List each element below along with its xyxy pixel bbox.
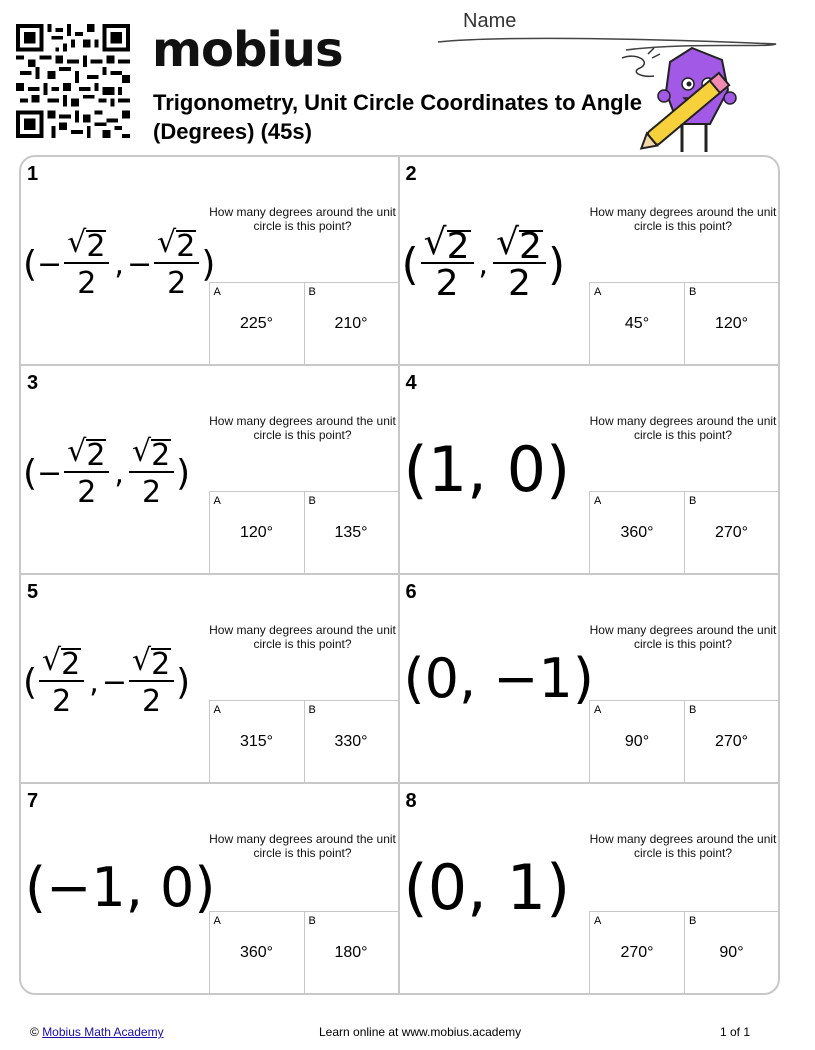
question-card (21, 366, 400, 575)
question-number: 5 (27, 581, 39, 603)
left-paren: ( (23, 661, 38, 703)
choice-letter: A (213, 495, 221, 507)
footer-copyright (30, 1025, 164, 1039)
minus-sign: − (493, 646, 539, 710)
y-value: 1 (538, 646, 573, 710)
fraction (154, 224, 199, 304)
choice-a[interactable] (210, 701, 304, 782)
denominator: 2 (142, 684, 162, 719)
choice-value: 45° (624, 315, 650, 332)
left-paren: ( (403, 646, 425, 710)
minus-sign: − (46, 855, 92, 919)
sqrt-sign: √ (131, 643, 152, 678)
question-card (21, 575, 400, 784)
choice-value: 90° (624, 733, 650, 750)
question-text: How many degrees around the unit circle is this point? (589, 832, 777, 860)
y-value: 0 (160, 855, 195, 919)
choice-value: 315° (239, 733, 274, 750)
radicand: 2 (176, 229, 196, 264)
denominator: 2 (142, 475, 162, 510)
comma: , (114, 246, 124, 282)
choice-letter: A (213, 286, 221, 298)
comma: , (114, 455, 124, 491)
answer-choices (209, 911, 398, 993)
question-number: 2 (405, 163, 417, 185)
answer-choices (589, 911, 778, 993)
question-card (400, 784, 779, 993)
fraction (129, 642, 174, 722)
choice-b[interactable] (684, 492, 778, 573)
choice-value: 270° (714, 524, 749, 541)
footer-center-text: Learn online at www.mobius.academy (319, 1025, 522, 1039)
question-text: How many degrees around the unit circle is this point? (589, 623, 777, 651)
question-text: How many degrees around the unit circle is this point? (589, 414, 777, 442)
choice-letter: B (308, 495, 316, 507)
sqrt-sign: √ (42, 643, 62, 678)
coordinate-expression (25, 842, 215, 932)
name-label: Name (463, 10, 517, 32)
choice-b[interactable] (304, 283, 398, 364)
left-paren: ( (403, 850, 428, 924)
choice-a[interactable] (590, 283, 684, 364)
right-paren: ) (176, 661, 191, 703)
denominator: 2 (77, 266, 97, 301)
right-paren: ) (547, 238, 566, 290)
choice-letter: A (594, 915, 602, 927)
left-paren: ( (401, 238, 419, 290)
x-value: 0 (424, 646, 459, 710)
left-paren: ( (23, 243, 38, 285)
choice-letter: A (594, 704, 602, 716)
answer-choices (209, 282, 398, 364)
question-number: 8 (405, 790, 417, 812)
page-number: 1 of 1 (720, 1025, 751, 1039)
mobius-academy-link[interactable]: Mobius Math Academy (42, 1025, 164, 1039)
denominator: 2 (52, 684, 72, 719)
question-number: 1 (27, 163, 39, 185)
fraction (39, 642, 84, 722)
coordinate-expression (23, 637, 190, 727)
choice-letter: B (689, 286, 697, 298)
mobius-logo: mobius (152, 22, 343, 78)
choice-b[interactable] (684, 912, 778, 993)
question-text: How many degrees around the unit circle is this point? (209, 414, 396, 442)
fraction (64, 224, 109, 304)
choice-letter: B (308, 704, 316, 716)
left-paren: ( (403, 432, 428, 506)
comma: , (458, 646, 477, 710)
fraction (64, 433, 109, 513)
right-paren: ) (572, 646, 594, 710)
minus-sign: − (101, 664, 127, 700)
choice-value: 330° (334, 733, 368, 750)
question-number: 7 (27, 790, 39, 812)
sqrt-sign: √ (157, 225, 177, 260)
radicand: 2 (86, 229, 106, 264)
sqrt-sign: √ (496, 222, 520, 263)
choice-letter: A (213, 915, 221, 927)
choice-a[interactable] (210, 283, 304, 364)
right-paren: ) (546, 850, 571, 924)
y-value: 1 (506, 850, 547, 924)
choice-letter: B (689, 704, 697, 716)
choice-value: 120° (714, 315, 749, 332)
right-paren: ) (546, 432, 571, 506)
left-paren: ( (25, 855, 47, 919)
choice-b[interactable] (684, 701, 778, 782)
minus-sign: − (37, 246, 63, 282)
radicand: 2 (151, 647, 171, 682)
denominator: 2 (508, 263, 531, 304)
page-title: Trigonometry, Unit Circle Coordinates to Angle (Degrees) (45s) (153, 90, 642, 144)
choice-a[interactable] (590, 912, 684, 993)
mascot-illustration (612, 38, 752, 158)
radicand: 2 (151, 438, 171, 473)
question-number: 3 (27, 372, 39, 394)
fraction (421, 224, 474, 304)
question-grid (19, 155, 780, 995)
question-text: How many degrees around the unit circle is this point? (209, 205, 396, 233)
coordinate-expression (404, 424, 571, 514)
radicand: 2 (61, 647, 81, 682)
right-paren: ) (194, 855, 216, 919)
choice-value: 225° (239, 315, 274, 332)
fraction (493, 224, 546, 304)
choice-letter: B (689, 915, 697, 927)
sqrt-sign: √ (423, 222, 447, 263)
radicand: 2 (86, 438, 106, 473)
copyright-symbol: © (30, 1025, 39, 1039)
coordinate-expression (404, 633, 594, 723)
choice-value: 180° (334, 944, 368, 961)
question-card (400, 157, 779, 366)
x-value: 1 (91, 855, 126, 919)
choice-a[interactable] (210, 492, 304, 573)
choice-value: 120° (239, 524, 274, 541)
minus-sign: − (37, 455, 63, 491)
comma: , (478, 246, 489, 282)
choice-value: 135° (334, 524, 368, 541)
choice-a[interactable] (590, 492, 684, 573)
answer-choices (589, 491, 778, 573)
question-text: How many degrees around the unit circle is this point? (209, 832, 396, 860)
radicand: 2 (519, 226, 542, 267)
choice-letter: A (213, 704, 221, 716)
answer-choices (209, 491, 398, 573)
answer-choices (589, 700, 778, 782)
left-paren: ( (23, 452, 38, 494)
denominator: 2 (77, 475, 97, 510)
fraction (129, 433, 174, 513)
choice-value: 270° (714, 733, 749, 750)
choice-value: 270° (620, 944, 654, 961)
choice-b[interactable] (304, 492, 398, 573)
comma: , (89, 664, 99, 700)
denominator: 2 (167, 266, 187, 301)
choice-value: 360° (620, 524, 654, 541)
minus-sign: − (126, 246, 153, 282)
x-value: 1 (427, 432, 468, 506)
choice-a[interactable] (590, 701, 684, 782)
coordinate-expression (402, 219, 566, 309)
choice-value: 90° (719, 944, 744, 961)
y-value: 0 (506, 432, 547, 506)
choice-letter: B (308, 286, 316, 298)
choice-letter: B (308, 915, 316, 927)
question-card (21, 784, 400, 993)
question-card (400, 575, 779, 784)
coordinate-expression (23, 219, 215, 309)
comma: , (125, 855, 143, 919)
question-card (21, 157, 400, 366)
choice-letter: A (594, 286, 602, 298)
choice-b[interactable] (304, 912, 398, 993)
question-text: How many degrees around the unit circle is this point? (209, 623, 396, 651)
qr-code (16, 24, 130, 138)
sqrt-sign: √ (67, 225, 87, 260)
choice-a[interactable] (210, 912, 304, 993)
comma: , (467, 432, 487, 506)
choice-letter: A (594, 495, 602, 507)
comma: , (467, 850, 487, 924)
x-value: 0 (427, 850, 468, 924)
question-card (400, 366, 779, 575)
sqrt-sign: √ (67, 434, 87, 469)
sqrt-sign: √ (131, 434, 152, 469)
answer-choices (209, 700, 398, 782)
choice-value: 210° (334, 315, 368, 332)
right-paren: ) (176, 452, 191, 494)
choice-letter: B (689, 495, 697, 507)
denominator: 2 (435, 263, 459, 304)
right-paren: ) (201, 243, 216, 285)
question-number: 6 (405, 581, 417, 603)
answer-choices (589, 282, 778, 364)
choice-b[interactable] (304, 701, 398, 782)
choice-value: 360° (239, 944, 274, 961)
coordinate-expression (23, 428, 190, 518)
question-text: How many degrees around the unit circle is this point? (589, 205, 777, 233)
question-number: 4 (405, 372, 417, 394)
choice-b[interactable] (684, 283, 778, 364)
radicand: 2 (446, 226, 470, 267)
coordinate-expression (404, 842, 571, 932)
